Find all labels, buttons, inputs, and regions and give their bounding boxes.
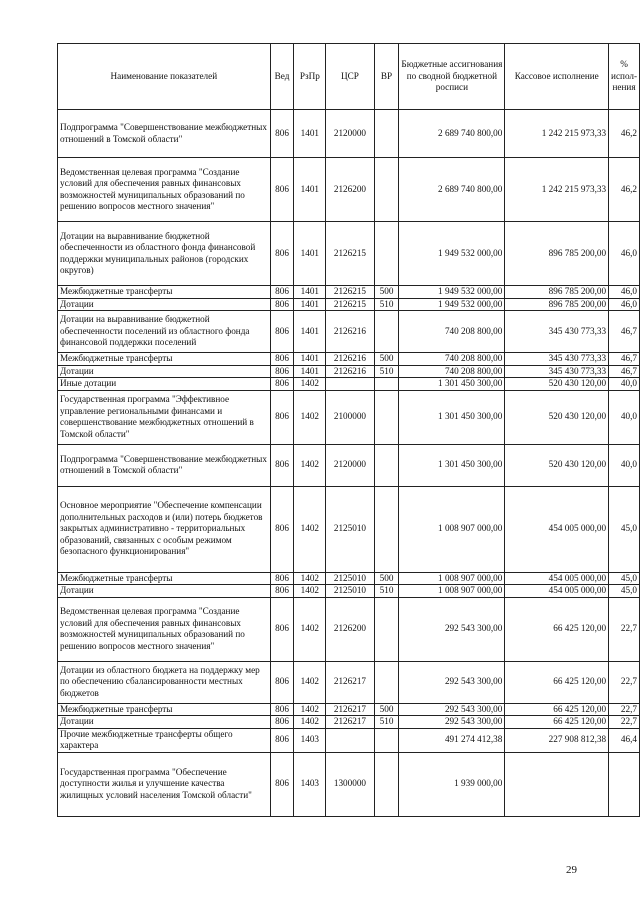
row-csr: 2125010 — [326, 486, 375, 572]
row-name: Дотации из областного бюджета на поддержку мер по обеспечению сбалансированности местных бюджетов — [58, 661, 271, 703]
row-rzpr: 1402 — [294, 378, 326, 391]
row-csr: 2126200 — [326, 597, 375, 661]
row-pct: 40,0 — [609, 390, 640, 444]
row-ved: 806 — [270, 298, 294, 311]
row-csr: 2126215 — [326, 298, 375, 311]
table-row — [58, 716, 640, 729]
row-pct: 22,7 — [609, 703, 640, 716]
row-vr: 510 — [374, 365, 399, 378]
row-plan: 1 301 450 300,00 — [399, 444, 505, 486]
row-pct — [609, 752, 640, 816]
row-ved: 806 — [270, 703, 294, 716]
row-fact: 896 785 200,00 — [505, 298, 609, 311]
row-vr: 510 — [374, 298, 399, 311]
row-plan: 292 543 300,00 — [399, 661, 505, 703]
row-vr — [374, 597, 399, 661]
row-plan: 1 008 907 000,00 — [399, 585, 505, 598]
row-fact: 345 430 773,33 — [505, 365, 609, 378]
table-row — [58, 353, 640, 366]
row-csr: 2120000 — [326, 110, 375, 158]
row-vr — [374, 728, 399, 752]
row-fact — [505, 752, 609, 816]
row-name: Ведомственная целевая программа "Создание условий для обеспечения равных финансовых возможностей муниципальных образований по решению вопросов местного значения" — [58, 597, 271, 661]
row-plan: 1 008 907 000,00 — [399, 572, 505, 585]
row-fact: 66 425 120,00 — [505, 597, 609, 661]
row-plan: 1 008 907 000,00 — [399, 486, 505, 572]
row-name: Подпрограмма "Совершенствование межбюджетных отношений в Томской области" — [58, 110, 271, 158]
row-plan: 740 208 800,00 — [399, 311, 505, 353]
row-fact: 345 430 773,33 — [505, 353, 609, 366]
row-name: Государственная программа "Обеспечение доступности жилья и улучшение качества жилищных условий населения Томской области" — [58, 752, 271, 816]
row-fact: 454 005 000,00 — [505, 572, 609, 585]
table-row — [58, 378, 640, 391]
row-pct: 46,0 — [609, 298, 640, 311]
table-row — [58, 365, 640, 378]
row-ved: 806 — [270, 222, 294, 286]
row-pct: 45,0 — [609, 585, 640, 598]
row-pct: 45,0 — [609, 486, 640, 572]
table-row — [58, 390, 640, 444]
row-name: Дотации — [58, 298, 271, 311]
row-plan: 292 543 300,00 — [399, 597, 505, 661]
row-pct: 40,0 — [609, 378, 640, 391]
row-plan: 740 208 800,00 — [399, 353, 505, 366]
row-rzpr: 1402 — [294, 390, 326, 444]
table-row — [58, 311, 640, 353]
row-pct: 22,7 — [609, 716, 640, 729]
row-ved: 806 — [270, 286, 294, 299]
row-fact: 66 425 120,00 — [505, 703, 609, 716]
row-fact: 896 785 200,00 — [505, 222, 609, 286]
table-row — [58, 158, 640, 222]
table-row — [58, 752, 640, 816]
row-plan: 1 939 000,00 — [399, 752, 505, 816]
row-csr: 2120000 — [326, 444, 375, 486]
row-pct: 40,0 — [609, 444, 640, 486]
row-rzpr: 1402 — [294, 585, 326, 598]
table-row — [58, 286, 640, 299]
row-rzpr: 1402 — [294, 597, 326, 661]
row-ved: 806 — [270, 661, 294, 703]
row-name: Дотации — [58, 585, 271, 598]
budget-execution-table — [57, 43, 640, 817]
row-rzpr: 1401 — [294, 286, 326, 299]
row-csr: 2126216 — [326, 353, 375, 366]
row-rzpr: 1402 — [294, 703, 326, 716]
table-row — [58, 486, 640, 572]
row-ved: 806 — [270, 311, 294, 353]
row-pct: 22,7 — [609, 597, 640, 661]
row-vr: 510 — [374, 716, 399, 729]
row-name: Ведомственная целевая программа "Создание условий для обеспечения равных финансовых возможностей муниципальных образований по решению вопросов местного значения" — [58, 158, 271, 222]
row-name: Прочие межбюджетные трансферты общего характера — [58, 728, 271, 752]
row-rzpr: 1401 — [294, 311, 326, 353]
row-vr — [374, 390, 399, 444]
row-csr: 2126216 — [326, 365, 375, 378]
row-fact: 520 430 120,00 — [505, 444, 609, 486]
table-row — [58, 298, 640, 311]
row-ved: 806 — [270, 728, 294, 752]
row-vr — [374, 222, 399, 286]
row-csr: 2126217 — [326, 716, 375, 729]
row-rzpr: 1403 — [294, 728, 326, 752]
row-vr — [374, 158, 399, 222]
header-name: Наименование показателей — [58, 44, 271, 110]
row-vr: 510 — [374, 585, 399, 598]
row-name: Межбюджетные трансферты — [58, 572, 271, 585]
row-ved: 806 — [270, 486, 294, 572]
row-plan: 1 949 532 000,00 — [399, 286, 505, 299]
row-rzpr: 1401 — [294, 222, 326, 286]
row-vr — [374, 311, 399, 353]
row-plan: 1 949 532 000,00 — [399, 298, 505, 311]
row-vr — [374, 110, 399, 158]
row-rzpr: 1402 — [294, 444, 326, 486]
row-csr — [326, 728, 375, 752]
row-rzpr: 1403 — [294, 752, 326, 816]
row-csr: 2125010 — [326, 585, 375, 598]
row-plan: 491 274 412,38 — [399, 728, 505, 752]
row-vr: 500 — [374, 286, 399, 299]
row-vr — [374, 486, 399, 572]
table-header-row — [58, 44, 640, 110]
row-vr — [374, 378, 399, 391]
row-name: Подпрограмма "Совершенствование межбюджетных отношений в Томской области" — [58, 444, 271, 486]
row-rzpr: 1402 — [294, 716, 326, 729]
row-fact: 520 430 120,00 — [505, 390, 609, 444]
row-plan: 292 543 300,00 — [399, 716, 505, 729]
row-csr: 2126216 — [326, 311, 375, 353]
row-ved: 806 — [270, 752, 294, 816]
row-csr: 2126215 — [326, 286, 375, 299]
row-pct: 45,0 — [609, 572, 640, 585]
row-rzpr: 1402 — [294, 661, 326, 703]
row-name: Дотации на выравнивание бюджетной обеспеченности поселений из областного фонда финансовой поддержки поселений — [58, 311, 271, 353]
row-rzpr: 1402 — [294, 572, 326, 585]
row-ved: 806 — [270, 444, 294, 486]
row-rzpr: 1401 — [294, 158, 326, 222]
row-fact: 66 425 120,00 — [505, 661, 609, 703]
table-row — [58, 222, 640, 286]
row-ved: 806 — [270, 158, 294, 222]
row-pct: 46,7 — [609, 365, 640, 378]
table-row — [58, 703, 640, 716]
row-ved: 806 — [270, 365, 294, 378]
row-vr: 500 — [374, 703, 399, 716]
row-vr — [374, 661, 399, 703]
row-vr: 500 — [374, 353, 399, 366]
row-name: Дотации — [58, 365, 271, 378]
row-ved: 806 — [270, 572, 294, 585]
row-fact: 1 242 215 973,33 — [505, 158, 609, 222]
row-fact: 66 425 120,00 — [505, 716, 609, 729]
row-name: Дотации — [58, 716, 271, 729]
row-name: Государственная программа "Эффективное управление региональными финансами и совершенствование межбюджетных отношений в Томской области" — [58, 390, 271, 444]
row-fact: 520 430 120,00 — [505, 378, 609, 391]
row-ved: 806 — [270, 378, 294, 391]
header-ved: Вед — [270, 44, 294, 110]
table-row — [58, 572, 640, 585]
row-plan: 292 543 300,00 — [399, 703, 505, 716]
row-pct: 22,7 — [609, 661, 640, 703]
header-fact: Кассовое исполнение — [505, 44, 609, 110]
row-ved: 806 — [270, 597, 294, 661]
row-rzpr: 1401 — [294, 110, 326, 158]
row-vr: 500 — [374, 572, 399, 585]
row-csr: 2100000 — [326, 390, 375, 444]
row-csr: 2126215 — [326, 222, 375, 286]
row-vr — [374, 444, 399, 486]
header-plan: Бюджетные ассигнования по сводной бюджетной росписи — [399, 44, 505, 110]
row-name: Межбюджетные трансферты — [58, 353, 271, 366]
row-fact: 896 785 200,00 — [505, 286, 609, 299]
row-pct: 46,2 — [609, 110, 640, 158]
row-plan: 2 689 740 800,00 — [399, 110, 505, 158]
row-ved: 806 — [270, 716, 294, 729]
row-rzpr: 1401 — [294, 298, 326, 311]
row-plan: 1 949 532 000,00 — [399, 222, 505, 286]
table-row — [58, 597, 640, 661]
row-csr: 2126217 — [326, 703, 375, 716]
row-pct: 46,0 — [609, 286, 640, 299]
row-csr: 2126217 — [326, 661, 375, 703]
row-rzpr: 1402 — [294, 486, 326, 572]
row-name: Основное мероприятие "Обеспечение компенсации дополнительных расходов и (или) потерь бюджетов закрытых административно - территориальных образований, связанных с особым режимом безопасного функционирования" — [58, 486, 271, 572]
row-name: Межбюджетные трансферты — [58, 703, 271, 716]
row-plan: 1 301 450 300,00 — [399, 378, 505, 391]
row-name: Иные дотации — [58, 378, 271, 391]
row-csr: 1300000 — [326, 752, 375, 816]
page-number: 29 — [566, 864, 577, 876]
table-row — [58, 444, 640, 486]
row-fact: 1 242 215 973,33 — [505, 110, 609, 158]
row-pct: 46,2 — [609, 158, 640, 222]
row-fact: 454 005 000,00 — [505, 486, 609, 572]
table-row — [58, 728, 640, 752]
table-row — [58, 661, 640, 703]
row-ved: 806 — [270, 110, 294, 158]
row-csr — [326, 378, 375, 391]
row-plan: 1 301 450 300,00 — [399, 390, 505, 444]
table-row — [58, 110, 640, 158]
row-name: Дотации на выравнивание бюджетной обеспеченности из областного фонда финансовой поддержки муниципальных районов (городских округов) — [58, 222, 271, 286]
row-csr: 2125010 — [326, 572, 375, 585]
row-ved: 806 — [270, 353, 294, 366]
row-plan: 2 689 740 800,00 — [399, 158, 505, 222]
row-pct: 46,4 — [609, 728, 640, 752]
row-pct: 46,7 — [609, 311, 640, 353]
row-fact: 345 430 773,33 — [505, 311, 609, 353]
row-vr — [374, 752, 399, 816]
row-fact: 227 908 812,38 — [505, 728, 609, 752]
row-rzpr: 1401 — [294, 353, 326, 366]
table-body — [58, 110, 640, 817]
header-vr: ВР — [374, 44, 399, 110]
row-ved: 806 — [270, 390, 294, 444]
row-pct: 46,7 — [609, 353, 640, 366]
header-pct: % испол-нения — [609, 44, 640, 110]
header-csr: ЦСР — [326, 44, 375, 110]
row-pct: 46,0 — [609, 222, 640, 286]
table-row — [58, 585, 640, 598]
row-fact: 454 005 000,00 — [505, 585, 609, 598]
row-ved: 806 — [270, 585, 294, 598]
row-plan: 740 208 800,00 — [399, 365, 505, 378]
row-csr: 2126200 — [326, 158, 375, 222]
row-rzpr: 1401 — [294, 365, 326, 378]
row-name: Межбюджетные трансферты — [58, 286, 271, 299]
header-rzpr: РзПр — [294, 44, 326, 110]
